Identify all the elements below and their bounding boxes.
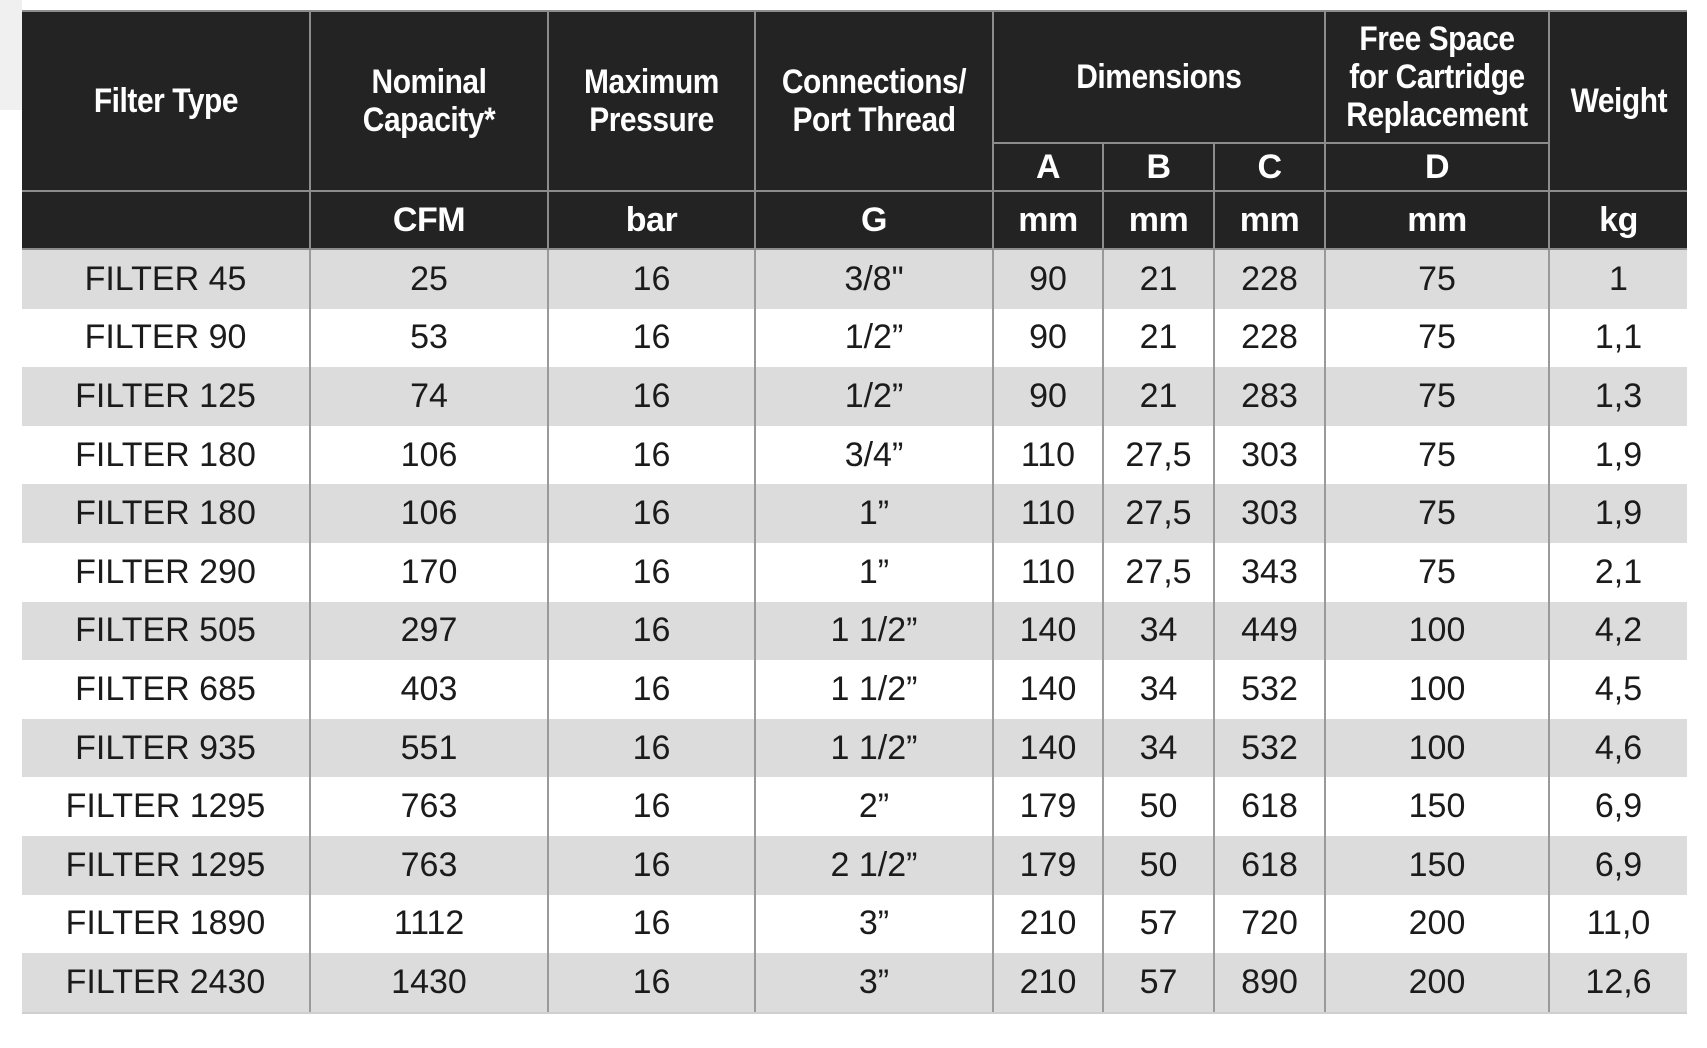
header-nominal-capacity: Nominal Capacity*: [310, 11, 548, 191]
table-row: [22, 309, 1687, 368]
dim-c-cell: 303: [1214, 426, 1325, 485]
dim-a-cell: 90: [993, 367, 1103, 426]
header-connections: Connections/ Port Thread: [755, 11, 993, 191]
connection-cell: 3/8": [755, 249, 993, 309]
dim-b-cell: 34: [1103, 660, 1214, 719]
header-unit-capacity: CFM: [310, 191, 548, 249]
header-unit-b: mm: [1103, 191, 1214, 249]
filter-type-cell: FILTER 935: [22, 719, 310, 778]
table-row: [22, 484, 1687, 543]
dim-a-cell: 140: [993, 719, 1103, 778]
filter-type-cell: FILTER 1295: [22, 836, 310, 895]
dim-b-cell: 21: [1103, 249, 1214, 309]
capacity-cell: 25: [310, 249, 548, 309]
header-maximum-pressure: Maximum Pressure: [548, 11, 755, 191]
weight-cell: 4,2: [1549, 602, 1687, 661]
dim-b-cell: 21: [1103, 309, 1214, 368]
dim-c-cell: 618: [1214, 836, 1325, 895]
pressure-cell: 16: [548, 426, 755, 485]
connection-cell: 1 1/2”: [755, 660, 993, 719]
filter-type-cell: FILTER 505: [22, 602, 310, 661]
header-dimensions: Dimensions: [993, 11, 1325, 143]
left-edge-strip: [0, 0, 22, 110]
dim-c-cell: 283: [1214, 367, 1325, 426]
dim-b-cell: 57: [1103, 953, 1214, 1013]
capacity-cell: 53: [310, 309, 548, 368]
dim-d-cell: 200: [1325, 953, 1549, 1013]
weight-cell: 12,6: [1549, 953, 1687, 1013]
capacity-cell: 403: [310, 660, 548, 719]
weight-cell: 11,0: [1549, 895, 1687, 954]
dim-c-cell: 720: [1214, 895, 1325, 954]
weight-cell: 1,3: [1549, 367, 1687, 426]
table-row: [22, 719, 1687, 778]
weight-cell: 4,5: [1549, 660, 1687, 719]
connection-cell: 1/2”: [755, 367, 993, 426]
filter-spec-table: [22, 10, 1687, 1014]
dim-a-cell: 110: [993, 484, 1103, 543]
dim-b-cell: 50: [1103, 777, 1214, 836]
pressure-cell: 16: [548, 895, 755, 954]
header-dimension-d: D: [1325, 143, 1549, 191]
connection-cell: 3”: [755, 895, 993, 954]
table-row: [22, 249, 1687, 309]
pressure-cell: 16: [548, 309, 755, 368]
weight-cell: 1,9: [1549, 484, 1687, 543]
dim-b-cell: 34: [1103, 602, 1214, 661]
dim-d-cell: 150: [1325, 777, 1549, 836]
capacity-cell: 763: [310, 777, 548, 836]
dim-d-cell: 75: [1325, 426, 1549, 485]
dim-c-cell: 228: [1214, 309, 1325, 368]
dim-a-cell: 140: [993, 602, 1103, 661]
pressure-cell: 16: [548, 602, 755, 661]
header-unit-pressure: bar: [548, 191, 755, 249]
dim-d-cell: 75: [1325, 309, 1549, 368]
dim-b-cell: 27,5: [1103, 484, 1214, 543]
table-row: [22, 602, 1687, 661]
header-filter-type: Filter Type: [22, 11, 310, 191]
capacity-cell: 106: [310, 484, 548, 543]
dim-a-cell: 90: [993, 249, 1103, 309]
dim-d-cell: 75: [1325, 249, 1549, 309]
connection-cell: 3/4”: [755, 426, 993, 485]
dim-c-cell: 532: [1214, 719, 1325, 778]
pressure-cell: 16: [548, 719, 755, 778]
table-row: [22, 953, 1687, 1013]
dim-c-cell: 532: [1214, 660, 1325, 719]
filter-type-cell: FILTER 125: [22, 367, 310, 426]
pressure-cell: 16: [548, 953, 755, 1013]
dim-c-cell: 343: [1214, 543, 1325, 602]
capacity-cell: 297: [310, 602, 548, 661]
filter-type-cell: FILTER 290: [22, 543, 310, 602]
header-dimension-a: A: [993, 143, 1103, 191]
header-unit-a: mm: [993, 191, 1103, 249]
header-free-space: Free Space for Cartridge Replacement: [1325, 11, 1549, 143]
capacity-cell: 551: [310, 719, 548, 778]
weight-cell: 2,1: [1549, 543, 1687, 602]
table-row: [22, 836, 1687, 895]
connection-cell: 2”: [755, 777, 993, 836]
capacity-cell: 106: [310, 426, 548, 485]
header-unit-d: mm: [1325, 191, 1549, 249]
filter-type-cell: FILTER 180: [22, 426, 310, 485]
dim-a-cell: 179: [993, 836, 1103, 895]
connection-cell: 1 1/2”: [755, 719, 993, 778]
dim-a-cell: 140: [993, 660, 1103, 719]
dim-d-cell: 150: [1325, 836, 1549, 895]
table-row: [22, 426, 1687, 485]
header-dimension-c: C: [1214, 143, 1325, 191]
header-unit-blank: [22, 191, 310, 249]
dim-a-cell: 110: [993, 426, 1103, 485]
filter-type-cell: FILTER 685: [22, 660, 310, 719]
pressure-cell: 16: [548, 249, 755, 309]
capacity-cell: 1112: [310, 895, 548, 954]
dim-b-cell: 21: [1103, 367, 1214, 426]
filter-type-cell: FILTER 180: [22, 484, 310, 543]
dim-a-cell: 210: [993, 895, 1103, 954]
dim-b-cell: 50: [1103, 836, 1214, 895]
dim-d-cell: 100: [1325, 719, 1549, 778]
capacity-cell: 74: [310, 367, 548, 426]
table-row: [22, 543, 1687, 602]
weight-cell: 1,9: [1549, 426, 1687, 485]
dim-a-cell: 179: [993, 777, 1103, 836]
weight-cell: 1: [1549, 249, 1687, 309]
dim-c-cell: 449: [1214, 602, 1325, 661]
connection-cell: 1”: [755, 543, 993, 602]
table-row: [22, 367, 1687, 426]
connection-cell: 1/2”: [755, 309, 993, 368]
dim-d-cell: 75: [1325, 367, 1549, 426]
header-unit-c: mm: [1214, 191, 1325, 249]
dim-b-cell: 57: [1103, 895, 1214, 954]
filter-type-cell: FILTER 1295: [22, 777, 310, 836]
pressure-cell: 16: [548, 660, 755, 719]
pressure-cell: 16: [548, 367, 755, 426]
dim-d-cell: 200: [1325, 895, 1549, 954]
connection-cell: 1 1/2”: [755, 602, 993, 661]
header-weight: Weight: [1549, 11, 1687, 191]
connection-cell: 1”: [755, 484, 993, 543]
capacity-cell: 1430: [310, 953, 548, 1013]
dim-c-cell: 618: [1214, 777, 1325, 836]
header-dimension-b: B: [1103, 143, 1214, 191]
table-row: [22, 895, 1687, 954]
connection-cell: 3”: [755, 953, 993, 1013]
header-unit-connections: G: [755, 191, 993, 249]
table-row: [22, 660, 1687, 719]
pressure-cell: 16: [548, 543, 755, 602]
header-unit-weight: kg: [1549, 191, 1687, 249]
connection-cell: 2 1/2”: [755, 836, 993, 895]
dim-b-cell: 27,5: [1103, 426, 1214, 485]
weight-cell: 6,9: [1549, 777, 1687, 836]
filter-type-cell: FILTER 45: [22, 249, 310, 309]
dim-a-cell: 90: [993, 309, 1103, 368]
dim-a-cell: 110: [993, 543, 1103, 602]
filter-type-cell: FILTER 90: [22, 309, 310, 368]
dim-a-cell: 210: [993, 953, 1103, 1013]
capacity-cell: 170: [310, 543, 548, 602]
dim-d-cell: 100: [1325, 660, 1549, 719]
table-body: [22, 249, 1687, 1013]
filter-type-cell: FILTER 1890: [22, 895, 310, 954]
dim-d-cell: 75: [1325, 484, 1549, 543]
dim-c-cell: 303: [1214, 484, 1325, 543]
dim-d-cell: 75: [1325, 543, 1549, 602]
weight-cell: 1,1: [1549, 309, 1687, 368]
dim-b-cell: 34: [1103, 719, 1214, 778]
filter-type-cell: FILTER 2430: [22, 953, 310, 1013]
capacity-cell: 763: [310, 836, 548, 895]
pressure-cell: 16: [548, 777, 755, 836]
weight-cell: 4,6: [1549, 719, 1687, 778]
dim-d-cell: 100: [1325, 602, 1549, 661]
dim-c-cell: 890: [1214, 953, 1325, 1013]
weight-cell: 6,9: [1549, 836, 1687, 895]
dim-b-cell: 27,5: [1103, 543, 1214, 602]
pressure-cell: 16: [548, 836, 755, 895]
dim-c-cell: 228: [1214, 249, 1325, 309]
pressure-cell: 16: [548, 484, 755, 543]
table-row: [22, 777, 1687, 836]
